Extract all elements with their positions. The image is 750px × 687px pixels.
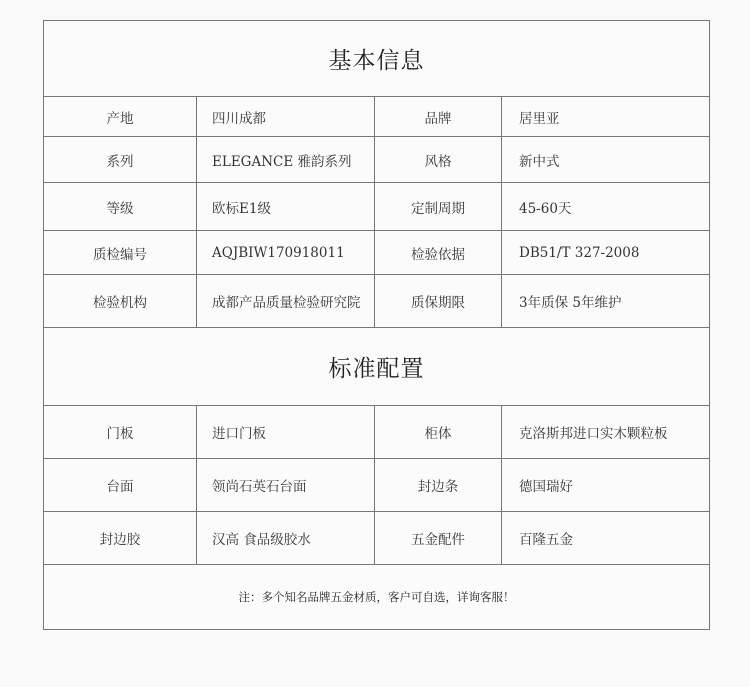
table-row (44, 512, 709, 565)
origin-value: 四川成都 (197, 97, 375, 136)
table-row (44, 275, 709, 328)
warranty-label: 质保期限 (375, 275, 502, 327)
inspection-agency-value: 成都产品质量检验研究院 (197, 275, 375, 327)
series-label: 系列 (44, 137, 197, 182)
grade-value: 欧标E1级 (197, 183, 375, 230)
standard-value: DB51/T 327-2008 (519, 244, 640, 261)
cabinet-body-label: 柜体 (375, 406, 502, 458)
hardware-value: 百隆五金 (519, 532, 573, 548)
grade-label: 等级 (44, 183, 197, 230)
lead-time-value: 45-60天 (519, 200, 572, 217)
style-label: 风格 (375, 137, 502, 182)
cabinet-body-value: 克洛斯邦进口实木颗粒板 (519, 426, 668, 442)
series-value: ELEGANCE 雅韵系列 (197, 137, 375, 182)
door-panel-label: 门板 (44, 406, 197, 458)
table-row (44, 231, 709, 275)
table-row (44, 459, 709, 512)
table-row (44, 97, 709, 137)
lead-time-label: 定制周期 (375, 183, 502, 230)
edge-band-label: 封边条 (375, 459, 502, 511)
standard-label: 检验依据 (375, 231, 502, 274)
origin-label: 产地 (44, 97, 197, 136)
countertop-label: 台面 (44, 459, 197, 511)
inspection-agency-label: 检验机构 (44, 275, 197, 327)
inspection-no-value: AQJBIW170918011 (197, 231, 375, 274)
standard-config-title: 标准配置 (44, 328, 709, 406)
product-spec-sheet (43, 20, 710, 630)
door-panel-value: 进口门板 (197, 406, 375, 458)
edge-band-value: 德国瑞好 (519, 479, 573, 495)
warranty-value: 3年质保 5年维护 (519, 295, 622, 311)
brand-value: 居里亚 (519, 110, 560, 127)
table-row (44, 137, 709, 183)
basic-info-title: 基本信息 (44, 21, 709, 97)
inspection-no-label: 质检编号 (44, 231, 197, 274)
footnote: 注：多个知名品牌五金材质，客户可自选，详询客服！ (238, 590, 515, 604)
hardware-label: 五金配件 (375, 512, 502, 564)
table-row (44, 406, 709, 459)
edge-glue-label: 封边胶 (44, 512, 197, 564)
style-value: 新中式 (519, 153, 560, 170)
brand-label: 品牌 (375, 97, 502, 136)
countertop-value: 领尚石英石台面 (197, 459, 375, 511)
edge-glue-value: 汉高 食品级胶水 (197, 512, 375, 564)
table-row (44, 183, 709, 231)
